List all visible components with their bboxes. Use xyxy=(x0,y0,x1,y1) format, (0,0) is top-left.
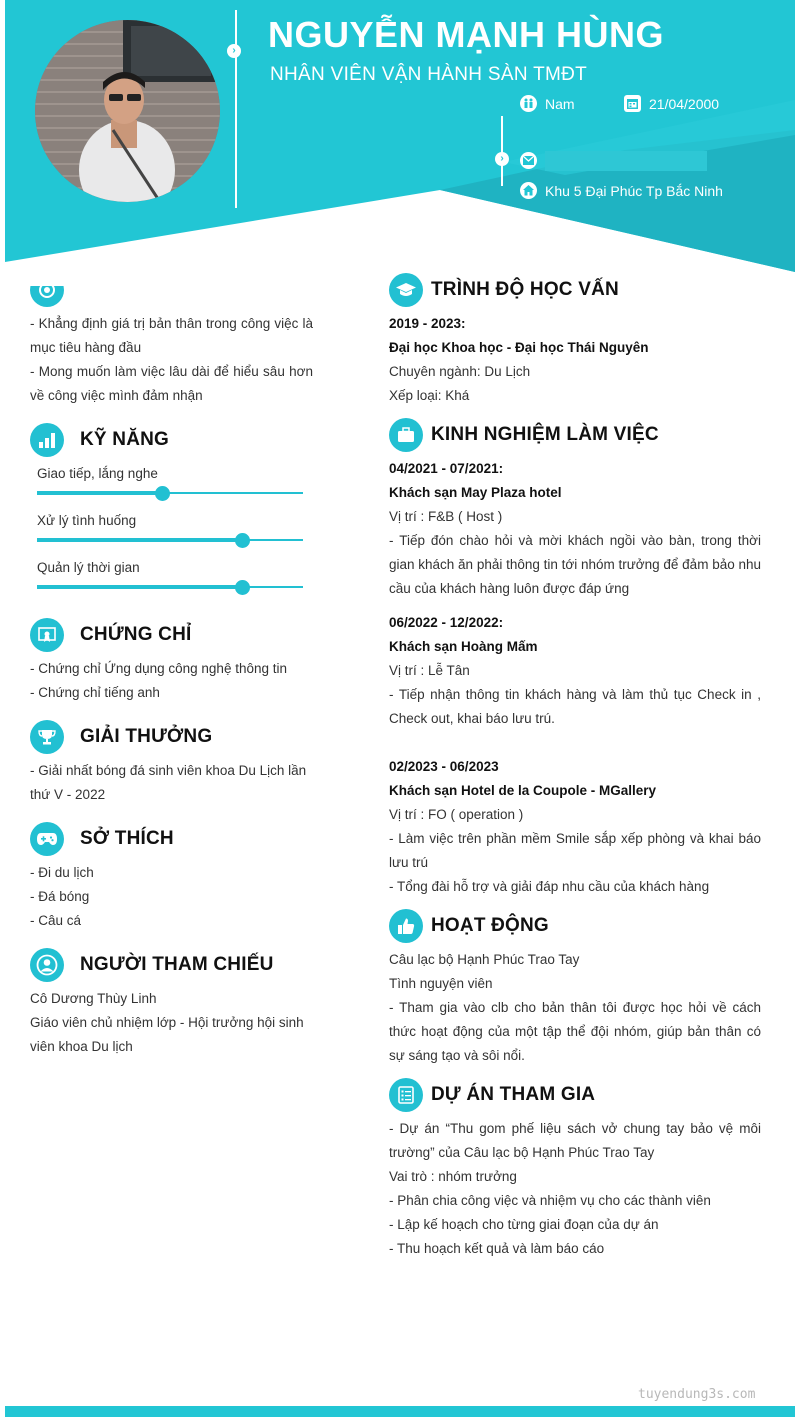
job-company: Khách sạn Hoàng Mấm xyxy=(389,639,538,654)
activity-description: - Tham gia vào clb cho bản thân tôi được học hỏi về cách thức hoạt động của một tập thể đội nhóm, giúp bản thân có sự sáng tạo và sôi nổi. xyxy=(389,1000,761,1063)
checklist-icon xyxy=(389,1078,423,1112)
section-awards-head xyxy=(30,720,212,754)
objective-line: - Khẳng định giá trị bản thân trong công việc là mục tiêu hàng đầu xyxy=(30,316,313,355)
education-school: Đại học Khoa học - Đại học Thái Nguyên xyxy=(389,340,649,355)
education-grade: Xếp loại: Khá xyxy=(389,388,470,403)
skill-bar xyxy=(37,538,242,542)
activity-org: Câu lạc bộ Hạnh Phúc Trao Tay xyxy=(389,952,580,967)
hobby-item: - Câu cá xyxy=(30,913,82,928)
project-task: - Phân chia công việc và nhiệm vụ cho các thành viên xyxy=(389,1193,711,1208)
activity-role: Tình nguyện viên xyxy=(389,976,493,991)
email-redaction xyxy=(545,151,707,171)
gender-info xyxy=(520,95,575,112)
birthdate-info xyxy=(624,95,719,112)
certificate-icon xyxy=(30,618,64,652)
section-projects-head xyxy=(389,1078,595,1112)
reference-name: Cô Dương Thùy Linh xyxy=(30,991,157,1006)
job-title: NHÂN VIÊN VẬN HÀNH SÀN TMĐT xyxy=(270,64,588,85)
award-item: - Giải nhất bóng đá sinh viên khoa Du Lịch lần thứ V - 2022 xyxy=(30,763,307,802)
skill-label: Giao tiếp, lắng nghe xyxy=(37,466,158,481)
skill-bar xyxy=(37,585,242,589)
chevron-right-icon: › xyxy=(227,44,241,58)
hobbies-list xyxy=(30,861,330,933)
references-title: NGƯỜI THAM CHIẾU xyxy=(80,954,274,975)
project-name: - Dự án “Thu gom phế liệu sách vở chung tay bảo vệ môi trường” của Câu lạc bộ Hạnh Phúc Trao Tay xyxy=(389,1121,761,1160)
hobby-item: - Đá bóng xyxy=(30,889,90,904)
certificates-title: CHỨNG CHỈ xyxy=(80,624,192,645)
job-position: Vị trí : F&B ( Host ) xyxy=(389,509,503,524)
hobby-item: - Đi du lịch xyxy=(30,865,94,880)
job-description: - Tổng đài hỗ trợ và giải đáp nhu cầu của khách hàng xyxy=(389,879,710,894)
certificate-item: - Chứng chỉ tiếng anh xyxy=(30,685,160,700)
gender-icon xyxy=(520,95,537,112)
chevron-right-icon: › xyxy=(495,152,509,166)
section-activities-head xyxy=(389,909,549,943)
user-circle-icon xyxy=(30,948,64,982)
email-info[interactable] xyxy=(520,152,545,169)
objective-text xyxy=(30,312,313,408)
section-certificates-head xyxy=(30,618,192,652)
section-hobbies-head xyxy=(30,822,174,856)
cv-header xyxy=(5,0,795,272)
thumbs-up-icon xyxy=(389,909,423,943)
watermark: tuyendung3s.com xyxy=(638,1387,756,1402)
certificates-list xyxy=(30,657,330,705)
experience-title: KINH NGHIỆM LÀM VIỆC xyxy=(431,424,659,445)
address-value: Khu 5 Đại Phúc Tp Bắc Ninh xyxy=(545,182,723,199)
awards-list xyxy=(30,759,330,807)
job-entry xyxy=(389,457,761,601)
skill-bar xyxy=(37,491,162,495)
education-details xyxy=(389,312,761,408)
awards-title: GIẢI THƯỞNG xyxy=(80,726,213,747)
bar-chart-icon xyxy=(30,423,64,457)
project-task: - Thu hoạch kết quả và làm báo cáo xyxy=(389,1241,605,1256)
graduation-cap-icon xyxy=(389,273,423,307)
divider-line xyxy=(235,10,237,208)
education-title: TRÌNH ĐỘ HỌC VẤN xyxy=(431,279,619,300)
activities-details xyxy=(389,948,761,1068)
skill-label: Quản lý thời gian xyxy=(37,560,140,575)
section-experience-head xyxy=(389,418,659,452)
skills-title: KỸ NĂNG xyxy=(80,429,170,450)
calendar-icon xyxy=(624,95,641,112)
references-text xyxy=(30,987,320,1059)
objective-title-mask xyxy=(30,262,330,286)
skill-label: Xử lý tình huống xyxy=(37,513,137,528)
home-icon xyxy=(520,182,537,199)
footer-bar xyxy=(5,1406,795,1417)
job-description: - Làm việc trên phần mềm Smile sắp xếp phòng và khai báo lưu trú xyxy=(389,831,761,870)
job-period: 04/2021 - 07/2021: xyxy=(389,461,504,476)
job-company: Khách sạn Hotel de la Coupole - MGallery xyxy=(389,783,657,798)
section-education-head xyxy=(389,273,619,307)
full-name: NGUYỄN MẠNH HÙNG xyxy=(268,14,665,55)
section-references-head xyxy=(30,948,274,982)
skill-slider-handle xyxy=(235,533,250,548)
job-position: Vị trí : FO ( operation ) xyxy=(389,807,524,822)
trophy-icon xyxy=(30,720,64,754)
objective-line: - Mong muốn làm việc lâu dài để hiểu sâu hơn về công việc mình đảm nhận xyxy=(30,364,313,403)
job-position: Vị trí : Lễ Tân xyxy=(389,663,470,678)
section-skills-head xyxy=(30,423,169,457)
education-period: 2019 - 2023: xyxy=(389,316,466,331)
gamepad-icon xyxy=(30,822,64,856)
job-period: 02/2023 - 06/2023 xyxy=(389,759,499,774)
briefcase-icon xyxy=(389,418,423,452)
projects-details xyxy=(389,1117,761,1261)
skill-slider-handle xyxy=(155,486,170,501)
job-company: Khách sạn May Plaza hotel xyxy=(389,485,562,500)
divider-line xyxy=(501,116,503,186)
skill-slider-handle xyxy=(235,580,250,595)
education-major: Chuyên ngành: Du Lịch xyxy=(389,364,531,379)
job-entry xyxy=(389,755,761,899)
birthdate-value: 21/04/2000 xyxy=(649,95,720,112)
project-task: - Lập kế hoạch cho từng giai đoạn của dự án xyxy=(389,1217,659,1232)
reference-position: Giáo viên chủ nhiệm lớp - Hội trưởng hội sinh viên khoa Du lịch xyxy=(30,1015,304,1054)
hobbies-title: SỞ THÍCH xyxy=(80,828,174,849)
certificate-item: - Chứng chỉ Ứng dụng công nghệ thông tin xyxy=(30,661,287,676)
gender-value: Nam xyxy=(545,95,575,112)
job-description: - Tiếp nhận thông tin khách hàng và làm thủ tục Check in , Check out, khai báo lưu trú. xyxy=(389,687,761,726)
project-role: Vai trò : nhóm trưởng xyxy=(389,1169,517,1184)
projects-title: DỰ ÁN THAM GIA xyxy=(431,1084,596,1105)
activities-title: HOẠT ĐỘNG xyxy=(431,915,549,936)
email-icon xyxy=(520,152,537,169)
profile-photo xyxy=(35,20,220,202)
job-description: - Tiếp đón chào hỏi và mời khách ngồi vào bàn, trong thời gian khách ăn phải thông tin tới nhóm trưởng để đảm bảo nhu cầu của khách hàng luôn được đáp ứng xyxy=(389,533,761,596)
job-entry xyxy=(389,611,761,731)
job-period: 06/2022 - 12/2022: xyxy=(389,615,504,630)
address-info xyxy=(520,182,723,199)
